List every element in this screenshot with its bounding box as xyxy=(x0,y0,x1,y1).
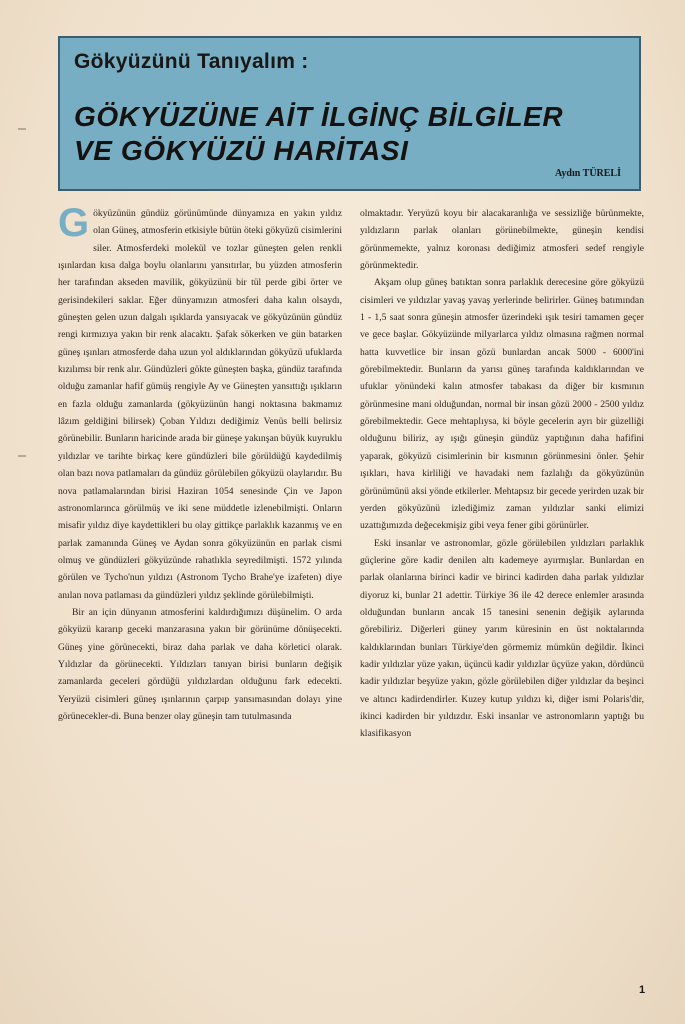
drop-cap: G xyxy=(58,201,90,245)
article-title xyxy=(74,100,563,168)
series-title: Gökyüzünü Tanıyalım : xyxy=(74,50,309,73)
article-title-line-1: GÖKYÜZÜNE AİT İLGİNÇ BİLGİLER xyxy=(74,101,564,132)
paragraph: Eski insanlar ve astronomlar, gözle görülebilen yıldızları parlaklık güçlerine göre kadir denilen altı kademeye ayırmışlar. Bunlardan en parlak olanlarına birinci kadir ve birinci kadirden daha parlak yıldızlar diyoruz ki, bunlar 21 adettir. Türkiye 36 ile 42 derece enlemler arasında olduğundan bunların ancak 15 tanesini senenin değişik aylarında görebiliriz. Diğerleri güney yarım küresinin en üst noktalarında kaldıklarından bunları Türkiye'den görmemiz mümkün değildir. İkinci kadir yıldızlar yüze yakın, üçüncü kadir yıldızlar üçyüze yakın, dördüncü kadir yıldızlar beşyüze yakın, gözle görülebilen diğer yıldızlar da beşinci ve altıncı kadirdendirler. Kuzey kutup yıldızı ki, diğer ismi Polaris'dir, ikinci kadirden bir yıldızdır. Eski insanlar ve astronomların yaptığı bu klasifikasyon xyxy=(360,537,644,740)
margin-mark xyxy=(18,128,26,130)
paragraph xyxy=(58,201,342,604)
paragraph: Akşam olup güneş batıktan sonra parlaklık derecesine göre gökyüzü cisimleri ve yıldızlar yavaş yavaş yerlerinde belirirler. Güneş batımından 1 - 1,5 saat sonra güneşin atmosfer üzerindeki ışık tesiri tamamen geçer ve gece başlar. Gökyüzünde milyarlarca yıldız olmasına rağmen normal hatta kuvvetlice bir insan gözü bunlardan ancak 5000 - 6000'ini görebilmektedir. Bunların da yarısı güneş tarafında kaldıklarından ve ufuklar yönündeki kalın atmosfer tabakası da diğer bir kısmının görünmesine mani olduğundan, normal bir insan gözü 2000 - 2500 yıldız görebilmektedir. Gece mehtaplıysa, ki böyle gecelerin ayrı bir güzelliği olduğunu biliriz, ay ışığı güneşin gündüz yaptığının daha hafifini yaparak, gökyüzü cisimlerinin bir kısmının görünmesini önler. Şehir ışıkları, hava kirliliği ve havadaki nem fazlalığı da gökyüzünün görünümünü aksi yönde etkilerler. Mehtapsız bir gecede yerirden uzak bir yerden gökyüzünü izlediğimiz zaman yıldızlar sanki elimizi uzattığımızda değecekmişiz gibi veya fener gibi görünürler. xyxy=(360,277,644,532)
paragraph-text: ökyüzünün gündüz görünümünde dünyamıza en yakın yıldız olan Güneş, atmosferin etkisiyle bütün öteki gökyüzü cisimlerini siler. Atmosferdeki molekül ve tozlar güneşten gelen renkli ışınlardan kısa dalga boylu olanlarını yansıtırlar, bu yüzden atmosferin her tarafından akseden mavilik, gökyüzünü bir tül perde gibi örter ve gerisindekileri saklar. Eğer dünyamızın atmosferi daha kalın olsaydı, güneşten gelen uzun dalgalı ışıklarda yansıyacak ve gökyüzünün gündüz rengi kırmızıya yakın bir renk alacaktı. Şafak sökerken ve gün batarken güneş ışınları atmosferde daha uzun yol aldıklarından gökyüzü ufuklarda kızılımsı bir renk alır. Gündüzleri gökte güneşten başka, gündüz tarafında olduğu zamanlar hafif gümüş rengiyle Ay ve Güneşten yansıttığı ışıkların en fazla olduğu zamanlarda (gökyüzünün hangi noktasına bakmamız lâzım geldiğini bilirsek) Çoban Yıldızı dediğimiz Venüs belli belirsiz görünebilir. Bunların haricinde arada bir güneşe yakınşan büyük kuyruklu yıldızlar ve tarihte birkaç kere gündüzleri bile görüldüğü kaydedilmiş olan bazı nova patlamaları da gündüz görülebilen gökyüzü olaylarıdır. Bu nova patlamalarından birisi Haziran 1054 senesinde Çin ve Japon astronomlarınca görülmüş ve iki sene müddetle izlenebilmişti. Onların misafir yıldız diye kaydettikleri bu olay gittikçe parlaklık kazanmış ve en parlak zamanında Güneş ve Aydan sonra gökyüzünün en parlak cismi olmuş ve gündüzleri gökyüzünde rahatlıkla seyredilmişti. 1572 yılında görülen ve Tycho'nun yıldızı (Astronom Tycho Brahe'ye izafeten) diye anılan nova patlaması da gündüzleri yıldız şeklinde görülebilmişti. xyxy=(58,208,342,601)
page-number: 1 xyxy=(639,984,646,996)
paragraph: olmaktadır. Yeryüzü koyu bir alacakaranlığa ve sessizliğe bürünmekte, yıldızların parlak olanları görünebilmekte, güneşin kendisi görünmemekte, yalnız koronası dediğimiz atmosferi sedef rengiyle görünmektedir. xyxy=(360,208,644,272)
article-column-right xyxy=(360,205,644,743)
author-byline: Aydın TÜRELİ xyxy=(554,168,621,179)
margin-mark xyxy=(18,455,26,457)
article-title-line-2: VE GÖKYÜZÜ HARİTASI xyxy=(74,135,409,166)
paragraph: Bir an için dünyanın atmosferini kaldırdığımızı düşünelim. O arda gökyüzü kararıp geceki manzarasına yakın bir görünüme dönüşecekti. Güneş yine görünecekti, biraz daha parlak ve daha körletici olarak. Yıldızlar da görünecekti. Yıldızları tanıyan birisi bunların değişik zamanlarda geceleri gördüğü yıldızlardan olduğunu fark edecekti. Yeryüzü cisimleri güneş ışınlarının çarpıp yansımasından dolayı yine görünecekler-di. Buna benzer olay güneşin tam tutulmasında xyxy=(58,606,342,722)
header-banner xyxy=(58,36,641,191)
article-column-left xyxy=(58,201,342,725)
